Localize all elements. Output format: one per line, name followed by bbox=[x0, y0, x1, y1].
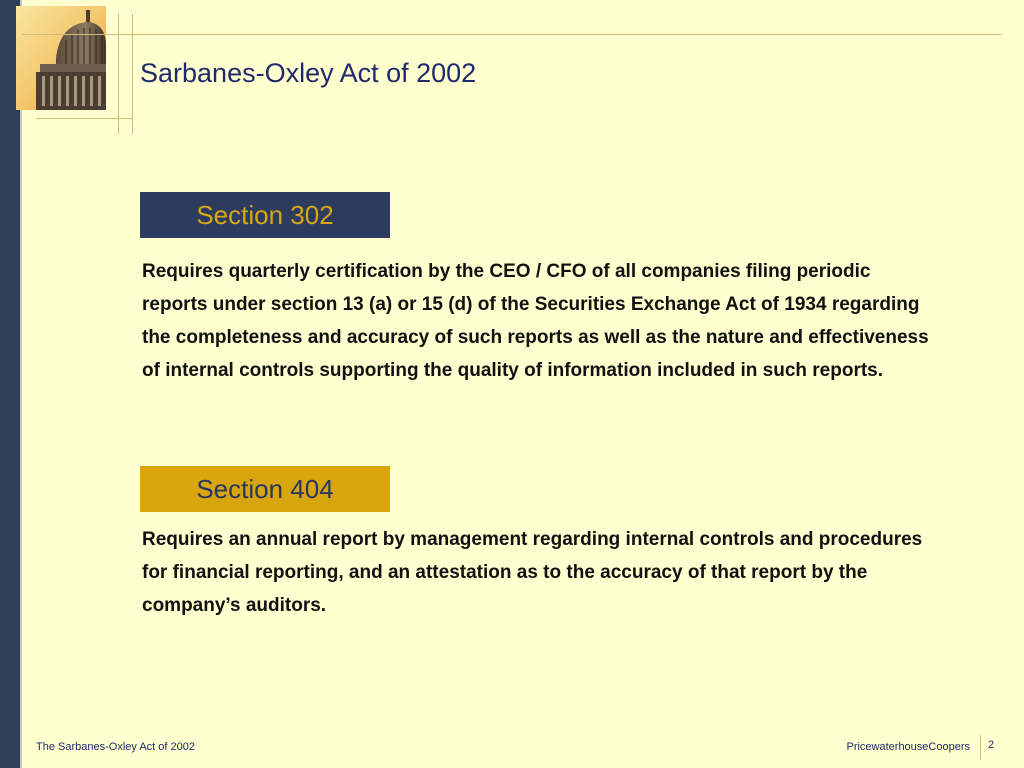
section-302-body: Requires quarterly certification by the CEO / CFO of all companies filing periodic reports under section 13 (a) or 15 (d) of the Securities Exchange Act of 1934 regarding the completeness and accuracy of such reports as well as the nature and effectiveness of internal controls supporting the quality of information included in such reports. bbox=[142, 261, 929, 381]
left-sidebar-edge bbox=[20, 0, 22, 768]
footer-divider bbox=[980, 735, 981, 760]
footer-company: PricewaterhouseCoopers bbox=[846, 741, 970, 753]
section-404-body: Requires an annual report by management regarding internal controls and procedures for financial reporting, and an attestation as to the accuracy of that report by the company’s auditors. bbox=[142, 529, 923, 616]
logo-vertical-rule-b bbox=[132, 14, 133, 134]
section-302-header: Section 302 bbox=[140, 192, 390, 238]
footer-title: The Sarbanes-Oxley Act of 2002 bbox=[36, 741, 195, 753]
page-number: 2 bbox=[988, 739, 995, 751]
section-404-header: Section 404 bbox=[140, 466, 390, 512]
left-sidebar-bar bbox=[0, 0, 20, 768]
slide-title: Sarbanes-Oxley Act of 2002 bbox=[140, 58, 477, 88]
header-rule bbox=[22, 34, 1002, 35]
logo-vertical-rule-a bbox=[118, 14, 119, 134]
capitol-dome-icon bbox=[16, 6, 106, 110]
